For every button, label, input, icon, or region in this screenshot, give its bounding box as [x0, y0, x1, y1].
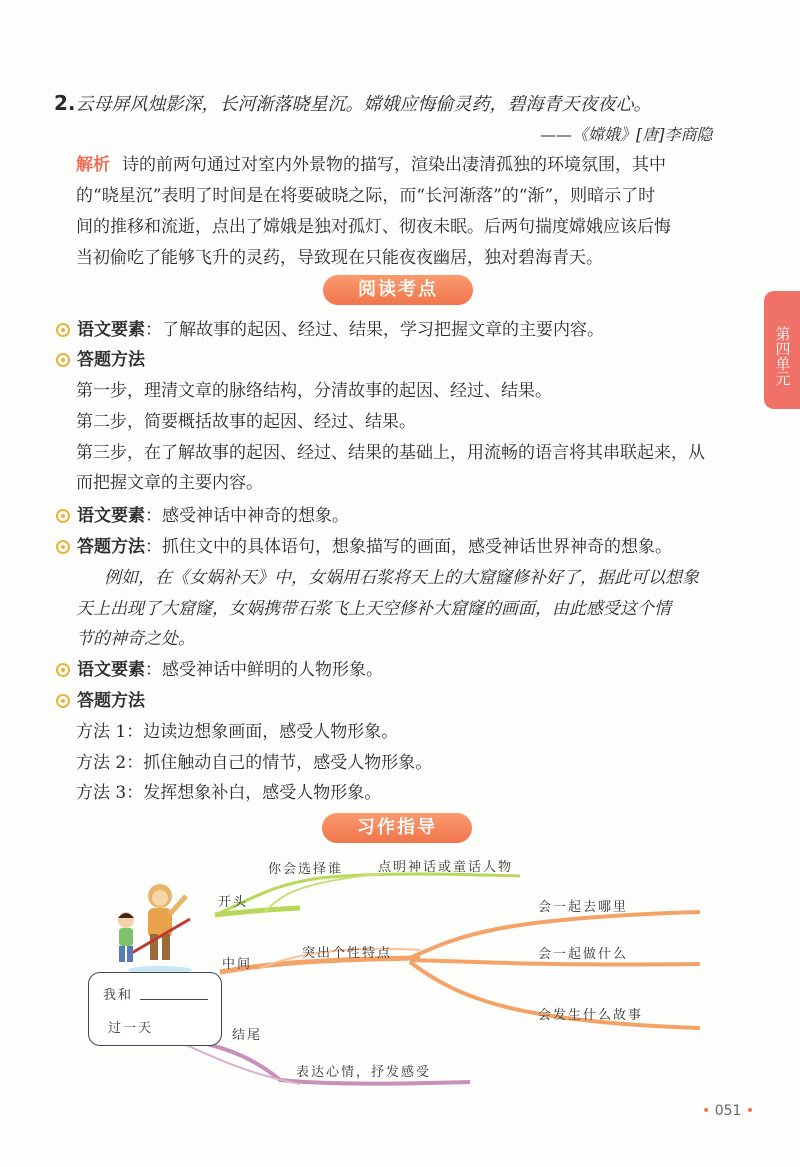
mindmap-ending-a: 表达心情，抒发感受 — [296, 1065, 432, 1080]
mindmap-middle-b3: 会发生什么故事 — [538, 1008, 644, 1023]
mindmap-box-line2: 过一天 — [108, 1021, 154, 1036]
mindmap-box-line1: 我和 — [103, 988, 134, 1003]
kids-illustration — [100, 874, 195, 974]
banner-writing-guide: 习作指导 — [322, 813, 472, 843]
analysis-line-4: 当初偷吃了能够飞升的灵药，导致现在只能夜夜幽居，独对碧海青天。 — [76, 248, 603, 268]
poem-number: 2. — [54, 91, 76, 115]
mindmap-middle-topic: 突出个性特点 — [302, 946, 393, 961]
bullet-icon — [56, 694, 70, 708]
bullet-icon — [56, 323, 70, 337]
analysis-line-2: 的“晓星沉”表明了时间是在将要破晓之际，而“长河渐落”的“渐”，则暗示了时 — [76, 186, 656, 206]
banner-reading-points: 阅读考点 — [323, 275, 473, 305]
section1-step-3: 第三步，在了解故事的起因、经过、结果的基础上，用流畅的语言将其串联起来，从 — [76, 443, 705, 463]
mindmap-box-blank — [140, 999, 208, 1000]
mindmap-opening-a: 点明神话或童话人物 — [378, 860, 514, 875]
mindmap-opening: 开头 — [218, 895, 249, 910]
page-number-row: • 051 • — [702, 1103, 755, 1119]
unit-side-tab — [764, 291, 800, 409]
mindmap-ending: 结尾 — [232, 1028, 263, 1043]
section3-method-3: 方法 3：发挥想象补白，感受人物形象。 — [76, 783, 382, 803]
section3-method-1: 方法 1：边读边想象画面，感受人物形象。 — [76, 722, 399, 742]
analysis-label: 解析 — [76, 155, 110, 175]
section3-method-2: 方法 2：抓住触动自己的情节，感受人物形象。 — [76, 753, 433, 773]
mindmap-middle-b1: 会一起去哪里 — [538, 900, 629, 915]
section3-heading: 语文要素：感受神话中鲜明的人物形象。 — [77, 660, 383, 680]
section2-example-3: 节的神奇之处。 — [76, 629, 195, 649]
bullet-icon — [56, 509, 70, 523]
mindmap-opening-q: 你会选择谁 — [268, 862, 344, 877]
poem-line — [54, 92, 652, 116]
bullet-icon — [56, 540, 70, 554]
section2-example-1: 例如，在《女娲补天》中，女娲用石浆将天上的大窟窿修补好了，据此可以想象 — [104, 568, 699, 588]
mindmap-middle: 中间 — [222, 957, 253, 972]
mindmap-middle-b2: 会一起做什么 — [538, 947, 629, 962]
poem-source: ——《嫦娥》[唐]李商隐 — [540, 125, 713, 144]
section3-method-title: 答题方法 — [77, 691, 145, 711]
bullet-icon — [56, 663, 70, 677]
section2-heading: 语文要素：感受神话中神奇的想象。 — [77, 506, 349, 526]
section1-method-title: 答题方法 — [77, 350, 145, 370]
section1-step-1: 第一步，理清文章的脉络结构，分清故事的起因、经过、结果。 — [76, 381, 552, 401]
section1-step-2: 第二步，简要概括故事的起因、经过、结果。 — [76, 412, 416, 432]
section2-example-2: 天上出现了大窟窿，女娲携带石浆飞上天空修补大窟窿的画面，由此感受这个情 — [76, 599, 671, 619]
unit-side-tab-label: 第四单元 — [773, 326, 792, 386]
page-number: 051 — [714, 1103, 742, 1119]
section2-method: 答题方法：抓住文中的具体语句，想象描写的画面，感受神话世界神奇的想象。 — [77, 537, 672, 557]
analysis-line-1: 解析 诗的前两句通过对室内外景物的描写，渲染出凄清孤独的环境氛围，其中 — [76, 155, 666, 175]
poem-text: 云母屏风烛影深，长河渐落晓星沉。嫦娥应悔偷灵药，碧海青天夜夜心。 — [75, 94, 652, 115]
analysis-line-3: 间的推移和流逝，点出了嫦娥是独对孤灯、彻夜未眠。后两句揣度嫦娥应该后悔 — [76, 217, 671, 237]
section1-heading: 语文要素：了解故事的起因、经过、结果，学习把握文章的主要内容。 — [77, 320, 604, 340]
bullet-icon — [56, 353, 70, 367]
section1-step-3-cont: 而把握文章的主要内容。 — [76, 473, 263, 493]
